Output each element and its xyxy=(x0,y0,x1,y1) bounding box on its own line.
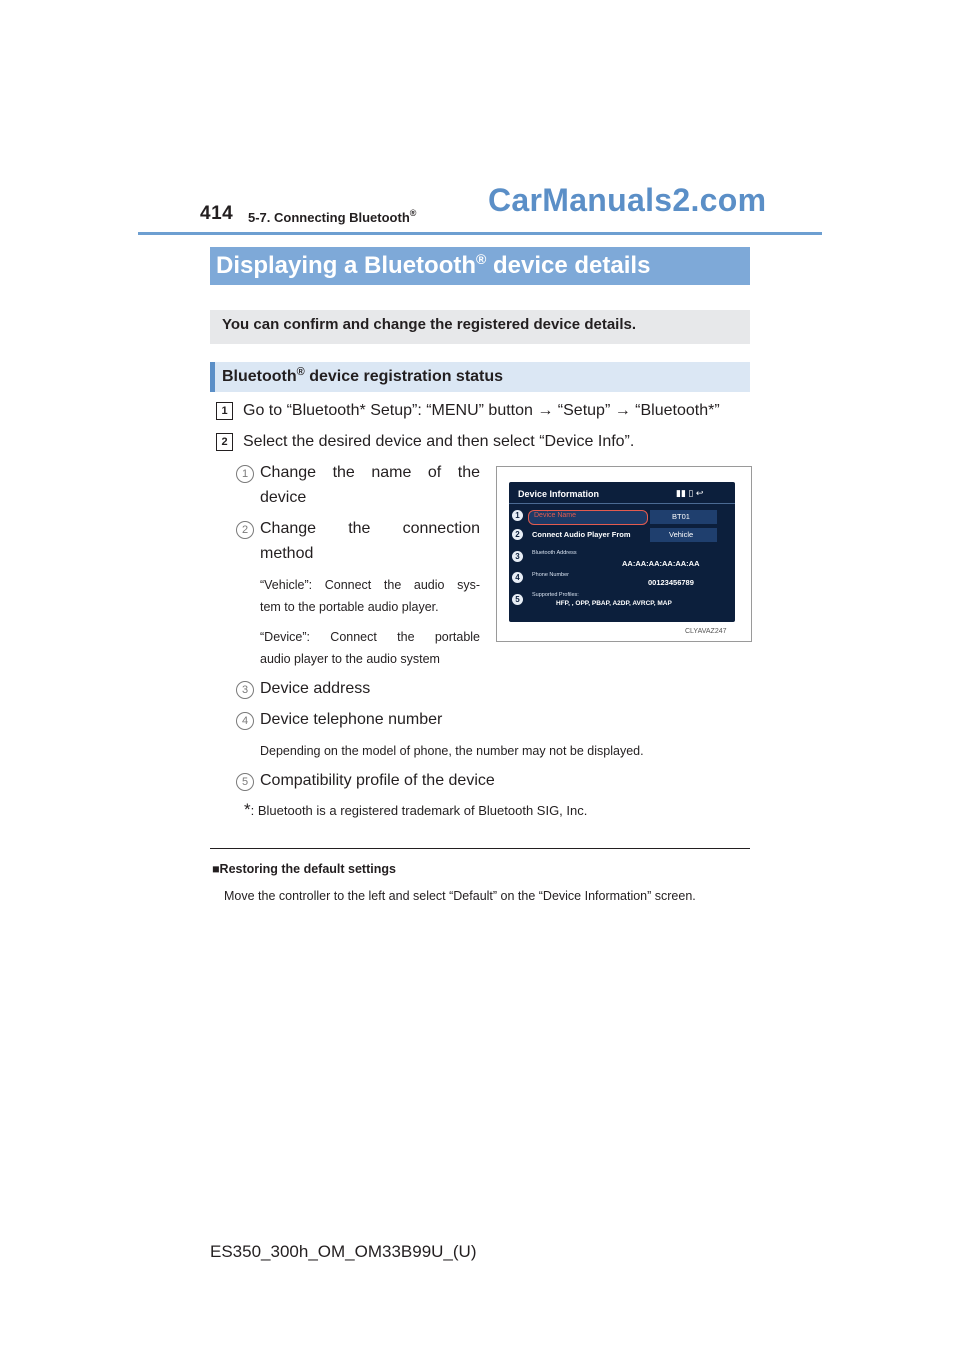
subsection-part-1: Bluetooth xyxy=(222,368,297,385)
vehicle-note-line-2: tem to the portable audio player. xyxy=(260,600,439,614)
supported-profiles-label: Supported Profiles: xyxy=(532,592,579,598)
device-name-value: BT01 xyxy=(672,512,690,521)
section-reference xyxy=(248,208,416,225)
section-reference-text: 5-7. Connecting Bluetooth xyxy=(248,210,410,225)
item-1-line-1: Change the name of the xyxy=(260,464,480,481)
item-2-line-1: Change the connection xyxy=(260,520,480,537)
phone-number-label: Phone Number xyxy=(532,572,569,578)
circled-number-3: 3 xyxy=(236,681,254,699)
subsection-part-2: device registration status xyxy=(304,368,504,385)
step-text-2: Select the desired device and then select “Device Info”. xyxy=(243,433,635,450)
header-divider xyxy=(138,232,822,235)
step-number-2: 2 xyxy=(216,433,233,451)
screen-divider xyxy=(509,503,735,504)
page-title xyxy=(216,251,650,280)
restoring-heading: ■Restoring the default settings xyxy=(212,862,396,876)
vehicle-note-line-1: “Vehicle”: Connect the audio sys- xyxy=(260,578,480,592)
title-registered-mark: ® xyxy=(476,251,487,267)
screen-title: Device Information xyxy=(518,489,600,499)
circled-number-5: 5 xyxy=(236,773,254,791)
phone-number-value: 00123456789 xyxy=(648,578,694,587)
screen-row-3-number: 3 xyxy=(512,551,523,562)
item-1-line-2: device xyxy=(260,489,307,506)
subsection-registered-mark: ® xyxy=(296,366,305,378)
connect-audio-label: Connect Audio Player From xyxy=(532,530,631,539)
signal-icon: ▮▮ xyxy=(676,488,686,498)
step-text-1: Go to “Bluetooth* Setup”: “MENU” button → “Setup” → “Bluetooth*” xyxy=(243,402,720,419)
page-number: 414 xyxy=(200,203,234,224)
connect-audio-value: Vehicle xyxy=(669,530,694,539)
registered-mark: ® xyxy=(409,208,417,218)
status-icons xyxy=(676,488,703,499)
item-5-text: Compatibility profile of the device xyxy=(260,772,495,789)
footnote-asterisk: * xyxy=(244,800,251,819)
step-number-1: 1 xyxy=(216,402,233,420)
circled-number-2: 2 xyxy=(236,521,254,539)
footer-doc-code: ES350_300h_OM_OM33B99U_(U) xyxy=(210,1242,477,1261)
item-2-line-2: method xyxy=(260,545,314,562)
restoring-body: Move the controller to the left and select “Default” on the “Device Information” screen. xyxy=(224,889,696,903)
subsection-accent xyxy=(210,362,215,392)
supported-profiles-value: HFP, , OPP, PBAP, A2DP, AVRCP, MAP xyxy=(556,600,672,607)
title-part-2: device details xyxy=(486,252,651,279)
circled-number-1: 1 xyxy=(236,465,254,483)
item-3-text: Device address xyxy=(260,680,371,697)
back-icon: ↩ xyxy=(695,488,704,498)
intro-text: You can confirm and change the registered device details. xyxy=(222,316,637,333)
item-4-text: Device telephone number xyxy=(260,711,443,728)
subsection-title xyxy=(222,366,503,386)
device-note-line-1: “Device”: Connect the portable xyxy=(260,630,480,644)
footnote-text: : Bluetooth is a registered trademark of Bluetooth SIG, Inc. xyxy=(250,803,588,818)
screen-row-4-number: 4 xyxy=(512,572,523,583)
circled-number-4: 4 xyxy=(236,712,254,730)
device-note-line-2: audio player to the audio system xyxy=(260,652,440,666)
bluetooth-address-label: Bluetooth Address xyxy=(532,550,577,556)
screen-row-2-number: 2 xyxy=(512,529,523,540)
phone-number-note: Depending on the model of phone, the number may not be displayed. xyxy=(260,744,644,758)
screen-row-5-number: 5 xyxy=(512,594,523,605)
device-name-label: Device Name xyxy=(534,512,577,519)
watermark-logo: CarManuals2.com xyxy=(488,182,767,218)
battery-icon: ▯ xyxy=(688,488,694,498)
screen-row-1-number: 1 xyxy=(512,510,523,521)
image-code: CLYAVAZ247 xyxy=(685,628,727,635)
section-divider xyxy=(210,848,750,849)
footnote xyxy=(244,800,587,820)
bluetooth-address-value: AA:AA:AA:AA:AA:AA xyxy=(622,559,700,568)
title-part-1: Displaying a Bluetooth xyxy=(216,252,477,279)
